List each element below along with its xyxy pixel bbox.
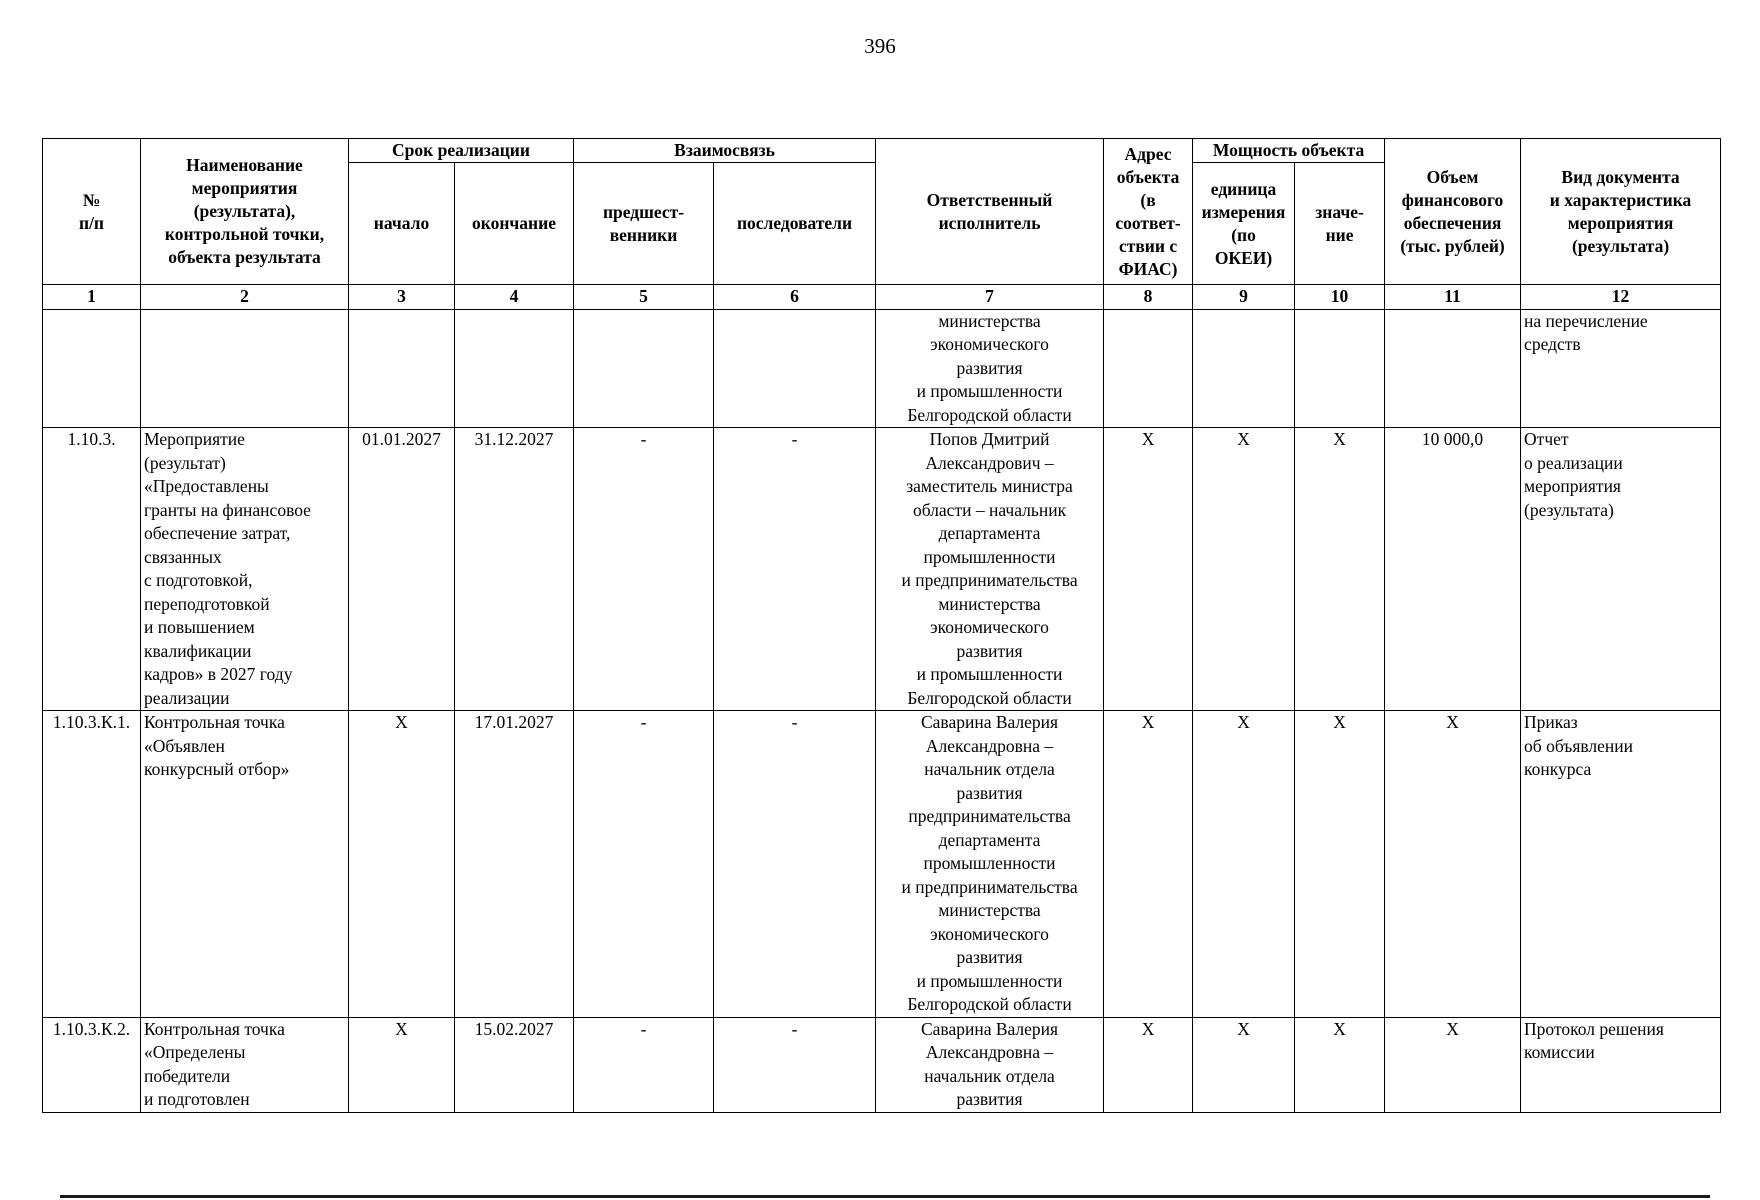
text-line: с подготовкой, [144, 570, 253, 590]
row-end-date [455, 309, 574, 428]
text-line: Мероприятие [144, 429, 245, 449]
row-value [1295, 309, 1385, 428]
text-line: значе- [1315, 201, 1364, 222]
header-link-group: Взаимосвязь [574, 139, 876, 163]
text-line: (результата), [193, 201, 296, 221]
row-name [141, 1017, 349, 1112]
row-address: X [1104, 1017, 1193, 1112]
text-line: Белгородской области [907, 404, 1072, 425]
text-line: и характеристика [1549, 189, 1692, 210]
row-executor [876, 1017, 1104, 1112]
text-line: развития [956, 1089, 1023, 1109]
text-line: «Объявлен [144, 735, 225, 756]
text-line: ФИАС) [1118, 258, 1178, 279]
row-name [141, 428, 349, 711]
text-line: начальник отдела [924, 759, 1055, 779]
text-line: Александровна – [925, 735, 1054, 756]
text-line: и промышленности [916, 381, 1063, 401]
column-number: 11 [1385, 285, 1521, 310]
header-value [1295, 163, 1385, 285]
text-line: измерения [1201, 201, 1286, 222]
text-line: «Предоставлены [144, 476, 269, 496]
plan-table-body [43, 309, 1721, 1112]
text-line: Отчет [1524, 429, 1569, 449]
column-number: 4 [455, 285, 574, 310]
row-successors: - [714, 711, 876, 1018]
text-line: соответ- [1115, 212, 1181, 233]
row-predecessors: - [574, 711, 714, 1018]
text-line: (в [1140, 189, 1156, 210]
row-finance: X [1385, 1017, 1521, 1112]
text-line: о реализации [1524, 452, 1623, 473]
text-line: «Определены [144, 1042, 246, 1062]
text-line: Вид документа [1561, 166, 1680, 187]
text-line: ОКЕИ) [1214, 247, 1273, 268]
row-finance: X [1385, 711, 1521, 1018]
column-number: 8 [1104, 285, 1193, 310]
header-start: начало [349, 163, 455, 285]
text-line: развития [956, 782, 1023, 803]
row-document [1521, 711, 1721, 1018]
text-line: объекта [1116, 166, 1180, 187]
text-line: ние [1325, 224, 1354, 245]
column-number: 12 [1521, 285, 1721, 310]
header-document [1521, 139, 1721, 285]
row-executor [876, 428, 1104, 711]
text-line: ствии с [1118, 235, 1178, 256]
text-line: Саварина Валерия [920, 1018, 1059, 1039]
row-predecessors: - [574, 1017, 714, 1112]
text-line: промышленности [923, 546, 1056, 567]
text-line: реализации [144, 687, 230, 708]
column-number: 6 [714, 285, 876, 310]
text-line: Александрович – [925, 452, 1054, 473]
row-document [1521, 309, 1721, 428]
header-finance [1385, 139, 1521, 285]
column-number-row [43, 285, 1721, 310]
row-unit: X [1193, 428, 1295, 711]
text-line: исполнитель [938, 212, 1041, 233]
text-line: и предпринимательства [901, 570, 1078, 590]
text-line: и предпринимательства [901, 876, 1078, 897]
row-name [141, 309, 349, 428]
text-line: министерства [938, 900, 1041, 920]
text-line: министерства [938, 593, 1041, 614]
text-line: Белгородской области [907, 994, 1072, 1014]
row-start-date: X [349, 711, 455, 1018]
text-line: предпринимательства [908, 806, 1071, 826]
text-line: обеспечение затрат, [144, 523, 291, 543]
row-address: X [1104, 711, 1193, 1018]
row-value: X [1295, 711, 1385, 1018]
text-line: и промышленности [916, 664, 1063, 684]
text-line: победители [144, 1065, 231, 1086]
text-line: финансового [1401, 189, 1504, 210]
text-line: на перечисление [1524, 310, 1648, 331]
text-line: контрольной точки, [164, 224, 325, 244]
header-successors: последователи [714, 163, 876, 285]
text-line: мероприятия [1567, 212, 1674, 233]
row-number: 1.10.3.К.1. [43, 711, 141, 1018]
text-line: развития [956, 357, 1023, 378]
row-predecessors [574, 309, 714, 428]
text-line: конкурсный отбор» [144, 759, 290, 779]
text-line: Приказ [1524, 712, 1578, 732]
text-line: об объявлении [1524, 735, 1634, 756]
row-unit [1193, 309, 1295, 428]
text-line: развития [956, 947, 1023, 967]
text-line: области – начальник [912, 499, 1067, 520]
header-term-group: Срок реализации [349, 139, 574, 163]
text-line: (результата) [1571, 235, 1670, 256]
text-line: экономического [930, 617, 1049, 637]
header-end: окончание [455, 163, 574, 285]
text-line: министерства [938, 310, 1041, 331]
text-line: развития [956, 640, 1023, 661]
text-line: п/п [78, 212, 105, 233]
header-address [1104, 139, 1193, 285]
text-line: мероприятия [191, 178, 298, 198]
row-value: X [1295, 428, 1385, 711]
column-number: 9 [1193, 285, 1295, 310]
table-row [43, 1017, 1721, 1112]
row-end-date: 15.02.2027 [455, 1017, 574, 1112]
text-line: единица [1210, 178, 1277, 199]
text-line: и повышением [144, 617, 255, 637]
text-line: Белгородской области [907, 687, 1072, 708]
column-number: 7 [876, 285, 1104, 310]
row-start-date: 01.01.2027 [349, 428, 455, 711]
text-line: начальник отдела [924, 1065, 1055, 1086]
text-line: Попов Дмитрий [929, 429, 1050, 449]
row-name [141, 711, 349, 1018]
text-line: Контрольная точка [144, 1018, 285, 1039]
text-line: переподготовкой [144, 593, 270, 614]
text-line: и промышленности [916, 970, 1063, 991]
text-line: (результат) [144, 452, 226, 473]
plan-table [42, 138, 1721, 1113]
row-number: 1.10.3.К.2. [43, 1017, 141, 1112]
row-executor [876, 711, 1104, 1018]
header-capacity-group: Мощность объекта [1193, 139, 1385, 163]
text-line: (тыс. рублей) [1400, 235, 1505, 256]
text-line: связанных [144, 546, 222, 567]
row-unit: X [1193, 1017, 1295, 1112]
table-row [43, 428, 1721, 711]
row-address: X [1104, 428, 1193, 711]
row-successors: - [714, 428, 876, 711]
row-document [1521, 428, 1721, 711]
text-line: экономического [930, 923, 1049, 944]
row-finance [1385, 309, 1521, 428]
row-executor [876, 309, 1104, 428]
page-bottom-rule [60, 1195, 1710, 1198]
row-successors [714, 309, 876, 428]
text-line: мероприятия [1524, 476, 1621, 496]
text-line: Протокол решения [1524, 1018, 1664, 1039]
table-row [43, 711, 1721, 1018]
row-end-date: 31.12.2027 [455, 428, 574, 711]
text-line: обеспечения [1403, 212, 1502, 233]
text-line: и подготовлен [144, 1089, 250, 1109]
text-line: (по [1231, 224, 1256, 245]
header-executor [876, 139, 1104, 285]
row-unit: X [1193, 711, 1295, 1018]
row-predecessors: - [574, 428, 714, 711]
row-finance: 10 000,0 [1385, 428, 1521, 711]
column-number: 2 [141, 285, 349, 310]
text-line: департамента [938, 523, 1041, 543]
text-line: объекта результата [168, 247, 321, 267]
row-number: 1.10.3. [43, 428, 141, 711]
header-name [141, 139, 349, 285]
table-row [43, 309, 1721, 428]
text-line: предшест- [602, 201, 685, 222]
text-line: Александровна – [925, 1042, 1054, 1062]
row-number [43, 309, 141, 428]
header-unit [1193, 163, 1295, 285]
header-number [43, 139, 141, 285]
text-line: Адрес [1124, 143, 1172, 164]
column-number: 5 [574, 285, 714, 310]
text-line: комиссии [1524, 1042, 1595, 1062]
text-line: Саварина Валерия [920, 712, 1059, 732]
text-line: конкурса [1524, 759, 1592, 779]
row-start-date [349, 309, 455, 428]
text-line: Наименование [186, 155, 303, 175]
text-line: кадров» в 2027 году [144, 664, 293, 684]
row-successors: - [714, 1017, 876, 1112]
text-line: промышленности [923, 853, 1056, 873]
text-line: Контрольная точка [144, 712, 285, 732]
page-number: 396 [864, 34, 896, 58]
text-line: (результата) [1524, 499, 1614, 520]
row-start-date: X [349, 1017, 455, 1112]
row-value: X [1295, 1017, 1385, 1112]
text-line: № [82, 189, 101, 210]
column-number: 10 [1295, 285, 1385, 310]
text-line: заместитель министра [906, 476, 1073, 496]
row-document [1521, 1017, 1721, 1112]
text-line: квалификации [144, 640, 252, 661]
column-number: 3 [349, 285, 455, 310]
text-line: средств [1524, 334, 1581, 354]
header-predecessors [574, 163, 714, 285]
row-end-date: 17.01.2027 [455, 711, 574, 1018]
text-line: экономического [930, 334, 1049, 354]
text-line: гранты на финансовое [144, 499, 311, 520]
text-line: Ответственный [926, 189, 1053, 210]
row-address [1104, 309, 1193, 428]
text-line: венники [609, 224, 678, 245]
column-number: 1 [43, 285, 141, 310]
text-line: Объем [1426, 166, 1479, 187]
text-line: департамента [938, 829, 1041, 850]
